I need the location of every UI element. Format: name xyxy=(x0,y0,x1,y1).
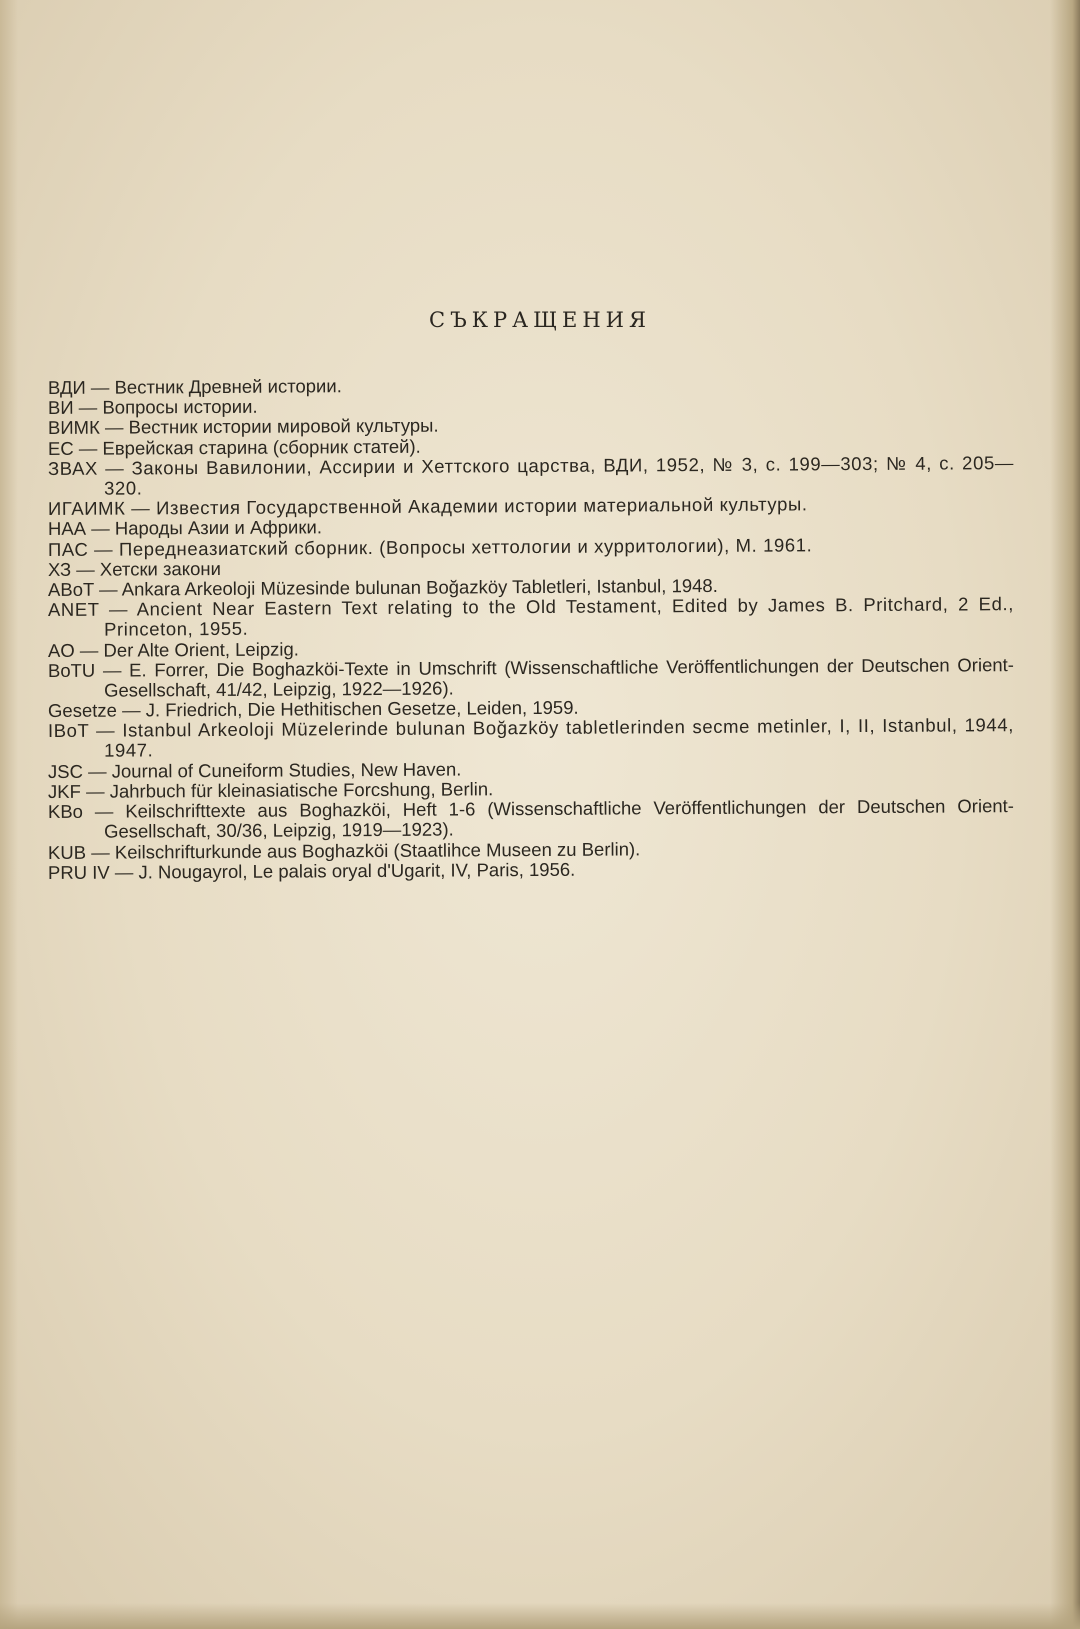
abbreviation-entry: Gesetze — J. Friedrich, Die Hethitischen Gesetze, Leiden, 1959. xyxy=(47,697,579,722)
abbreviation-entry: KBo — Keilschrifttexte aus Boghazköi, Heft 1-6 (Wissenschaftliche Veröffentlichungen der Deutschen Orient-Gesellschaft, 30/36, Leipzig, 1919—1923). xyxy=(47,795,1014,843)
abbreviation-entry: ЗВАХ — Законы Вавилонии, Ассирии и Хеттского царства, ВДИ, 1952, № 3, с. 199—303; № 4, с. 205—320. xyxy=(47,451,1014,499)
abbreviation-entry: AO — Der Alte Orient, Leipzig. xyxy=(47,638,299,661)
abbreviation-entry: JSC — Journal of Cuneiform Studies, New Haven. xyxy=(47,758,462,782)
abbreviation-entry: ПАС — Переднеазиатский сборник. (Вопросы хеттологии и хурритологии), М. 1961. xyxy=(47,533,813,560)
abbreviation-entry: ВИМК — Вестник истории мировой культуры. xyxy=(47,415,439,439)
page-left-shadow xyxy=(0,0,18,1629)
abbreviation-entry: JKF — Jahrbuch für kleinasiatische Forcshung, Berlin. xyxy=(47,778,494,803)
abbreviation-entry: IBoT — Istanbul Arkeoloji Müzelerinde bulunan Boğazköy tabletlerinden secme metinler, I, II, Istanbul, 1944, 1947. xyxy=(47,714,1014,762)
abbreviation-entry: PRU IV — J. Nougayrol, Le palais oryal d'Ugarit, IV, Paris, 1956. xyxy=(47,858,576,883)
abbreviation-entry: KUB — Keilschrifturkunde aus Boghazköi (Staatlihce Museen zu Berlin). xyxy=(47,838,641,863)
abbreviation-entry: ВИ — Вопросы истории. xyxy=(47,395,258,419)
abbreviation-entry: ИГАИМК — Известия Государственной Академии истории материальной культуры. xyxy=(47,493,808,520)
abbreviation-entry: ХЗ — Хетски закони xyxy=(47,557,221,580)
abbreviation-list xyxy=(47,375,1014,883)
abbreviation-entry: НАА — Народы Азии и Африки. xyxy=(47,516,322,540)
abbreviation-entry: BoTU — E. Forrer, Die Boghazköi-Texte in Umschrift (Wissenschaftliche Veröffentlichungen der Deutschen Orient-Gesellschaft, 41/42, Leipzig, 1922—1926). xyxy=(47,653,1014,701)
abbreviation-entry: ANET — Ancient Near Eastern Text relating to the Old Testament, Edited by James B. Pritchard, 2 Ed., Princeton, 1955. xyxy=(47,593,1014,641)
abbreviation-entry: ЕС — Еврейская старина (сборник статей). xyxy=(47,435,421,459)
page-right-edge xyxy=(1050,0,1080,1629)
abbreviation-entry: ABoT — Ankara Arkeoloji Müzesinde bulunan Boğazköy Tabletleri, Istanbul, 1948. xyxy=(47,574,718,601)
page-bottom-edge xyxy=(0,1603,1080,1629)
abbreviation-entry: ВДИ — Вестник Древней истории. xyxy=(47,375,342,398)
page-title: СЪКРАЩЕНИЯ xyxy=(429,308,651,332)
